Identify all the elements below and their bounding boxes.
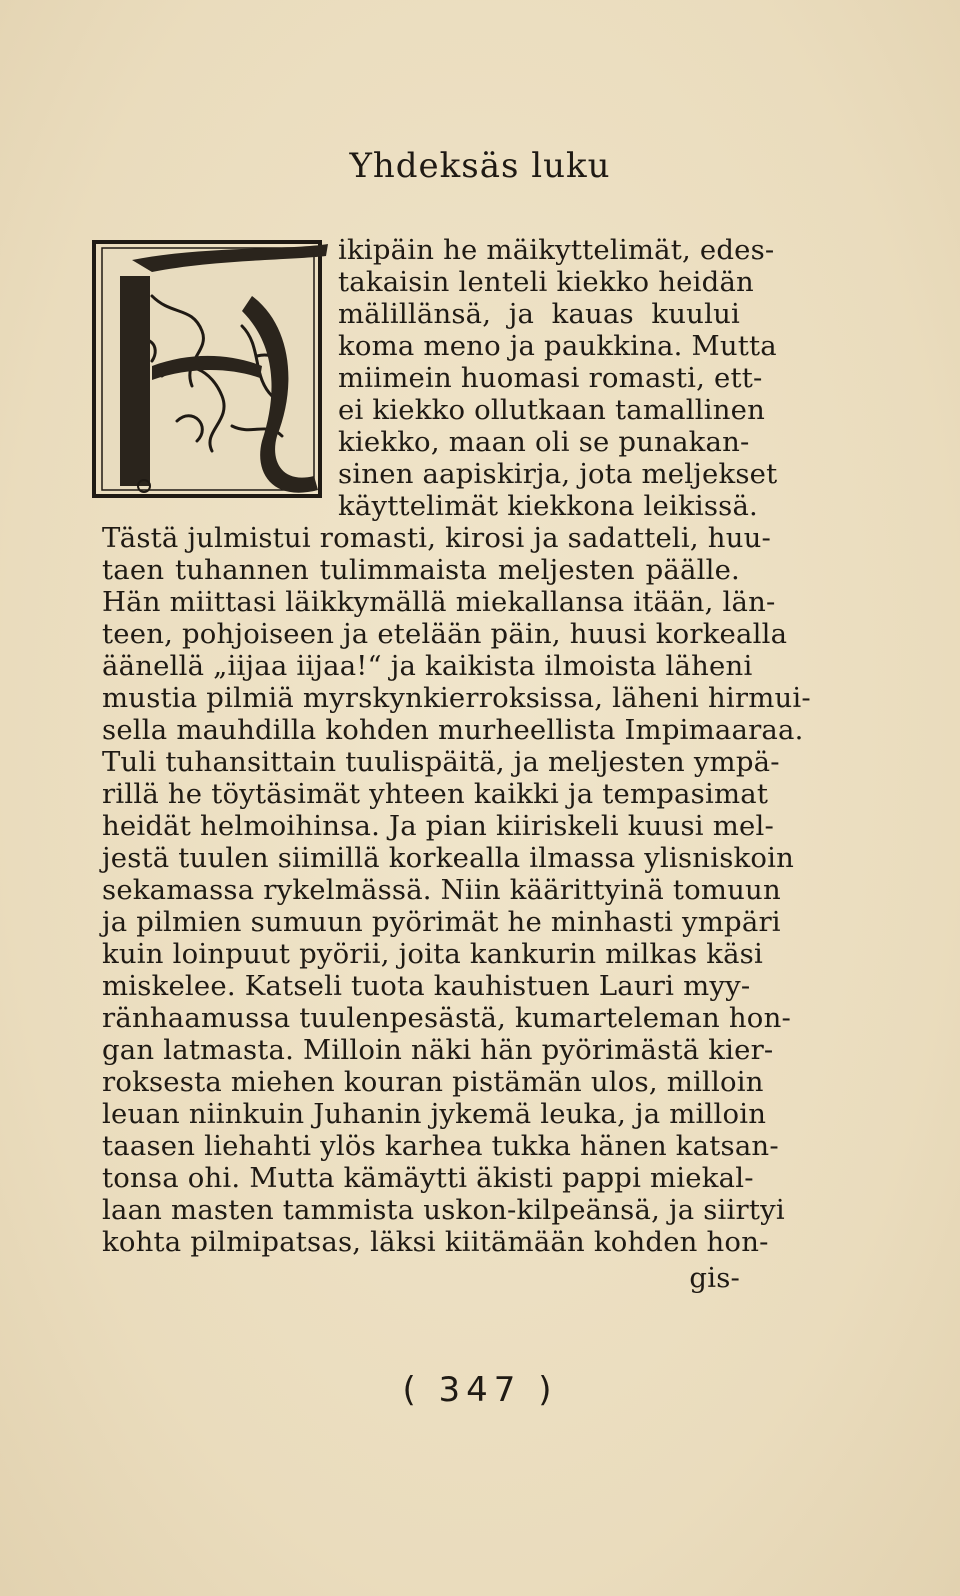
text-line: kohta pilmipatsas, läksi kiitämään kohden hon-	[102, 1226, 769, 1258]
text-line: heidät helmoihinsa. Ja pian kiiriskeli kuusi mel-	[102, 810, 774, 842]
text-line: leuan niinkuin Juhanin jykemä leuka, ja milloin	[102, 1098, 767, 1130]
catchword: gis-	[689, 1262, 740, 1294]
text-line: Tuli tuhansittain tuulispäitä, ja meljesten ympä-	[102, 746, 780, 778]
decorated-initial-h	[92, 236, 336, 506]
text-line: Tästä julmistui romasti, kirosi ja sadatteli, huu-	[102, 522, 772, 554]
text-line: ikipäin he mäikyttelimät, edes-	[338, 234, 775, 266]
text-line: jestä tuulen siimillä korkealla ilmassa ylisniskoin	[102, 842, 795, 874]
text-line: sinen aapiskirja, jota meljekset	[338, 458, 778, 490]
text-line: äänellä „iijaa iijaa!“ ja kaikista ilmoista läheni	[102, 650, 753, 682]
text-line: taen tuhannen tulimmaista meljesten päälle.	[102, 554, 740, 586]
text-line: teen, pohjoiseen ja etelään päin, huusi korkealla	[102, 618, 788, 650]
chapter-title: Yhdeksäs luku	[349, 146, 611, 186]
text-line: Hän miittasi läikkymällä miekallansa itään, län-	[102, 586, 776, 618]
page-number: ( 347 )	[402, 1370, 558, 1410]
text-line: sella mauhdilla kohden murheellista Impimaaraa.	[102, 714, 804, 746]
text-line: laan masten tammista uskon-kilpeänsä, ja siirtyi	[102, 1194, 785, 1226]
text-line: miskelee. Katseli tuota kauhistuen Lauri myy-	[102, 970, 751, 1002]
text-line: mustia pilmiä myrskynkierroksissa, läheni hirmui-	[102, 682, 811, 714]
text-line: tonsa ohi. Mutta kämäytti äkisti pappi miekal-	[102, 1162, 754, 1194]
text-line: kiekko, maan oli se punakan-	[338, 426, 750, 458]
text-line: koma meno ja paukkina. Mutta	[338, 330, 777, 362]
text-line: kuin loinpuut pyörii, joita kankurin milkas käsi	[102, 938, 763, 970]
text-line: takaisin lenteli kiekko heidän	[338, 266, 754, 298]
text-line: roksesta miehen kouran pistämän ulos, milloin	[102, 1066, 764, 1098]
text-line: sekamassa rykelmässä. Niin käärittyinä tomuun	[102, 874, 781, 906]
text-line: taasen liehahti ylös karhea tukka hänen katsan-	[102, 1130, 779, 1162]
text-line: käyttelimät kiekkona leikissä.	[338, 490, 758, 522]
text-line: gan latmasta. Milloin näki hän pyörimästä kier-	[102, 1034, 774, 1066]
text-line: miimein huomasi romasti, ett-	[338, 362, 763, 394]
text-line: rillä he töytäsimät yhteen kaikki ja tempasimat	[102, 778, 769, 810]
text-line: ränhaamussa tuulenpesästä, kumarteleman hon-	[102, 1002, 791, 1034]
text-line: ja pilmien sumuun pyörimät he minhasti ympäri	[102, 906, 781, 938]
text-line: ei kiekko ollutkaan tamallinen	[338, 394, 765, 426]
text-line: mälillänsä, ja kauas kuului	[338, 298, 740, 330]
